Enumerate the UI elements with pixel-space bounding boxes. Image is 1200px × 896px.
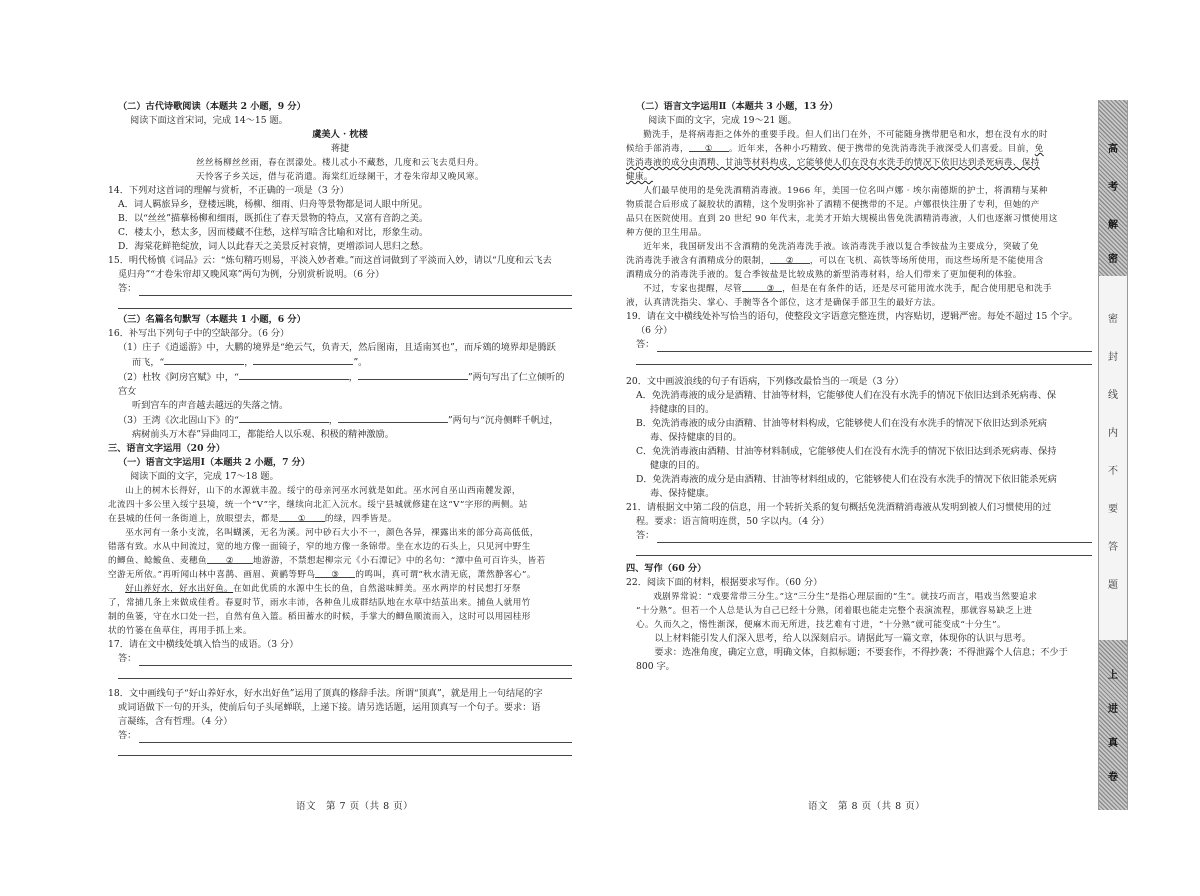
passage-line: 状的竹篓在鱼草住，再用手抓上来。 bbox=[108, 626, 252, 636]
poem-author: 蒋捷 bbox=[330, 143, 350, 154]
option-b-cont: 毒、保持健康的目的。 bbox=[650, 432, 742, 443]
sidebar-char: 高 bbox=[1108, 144, 1118, 155]
passage-line bbox=[626, 156, 1092, 170]
sidebar-char: 题 bbox=[1108, 580, 1118, 591]
passage-line: 好山养好水，好水出好鱼。在如此优质的水源中生长的鱼，自然滋味鲜美。巫水两岸的村民想打牙祭 bbox=[125, 584, 521, 594]
blank-3: ③ bbox=[315, 568, 355, 578]
passage-line: 不过，专家也提醒，尽管 ③ ，但是在有条件的话，还是尽可能用流水洗手，配合使用肥皂和洗手 bbox=[643, 284, 1052, 294]
part-heading: 三、语言文字运用（20 分） bbox=[108, 443, 226, 454]
sidebar-char: 封 bbox=[1108, 352, 1118, 363]
poem-line: 天怜客子乡关远，借与花消遣。海棠红近绿阑干，才卷朱帘却又晚风寒。 bbox=[196, 172, 484, 182]
question-14: 14．下列对这首词的理解与赏析，不正确的一项是（3 分） bbox=[108, 185, 349, 196]
option-a: A．免洗消毒液的成分是酒精、甘油等材料，它能够使人们在没有水洗手的情况下依旧达到杀死病毒、保 bbox=[636, 390, 1057, 401]
blank-input[interactable] bbox=[338, 413, 448, 423]
question-21-cont: 程。要求：语言简明连贯，50 字以内。（4 分） bbox=[636, 516, 830, 527]
binding-sidebar bbox=[1098, 100, 1128, 810]
question-18-cont: 言凝练，含有哲理。（4 分） bbox=[118, 716, 233, 727]
passage-line: 液，认真清洗指尖、掌心、手腕等各个部位，这才是确保手部卫生的最好方法。 bbox=[626, 298, 941, 308]
sidebar-char: 不 bbox=[1108, 466, 1118, 477]
q16-item-1-cont: 而飞，“ ， ”。 bbox=[132, 357, 368, 368]
sidebar-char: 解 bbox=[1108, 220, 1118, 231]
requirement-line: 以上材料能引发人们深入思考，给人以深刻启示。请据此写一篇文章，体现你的认识与思考。 bbox=[654, 633, 1032, 644]
question-20: 20．文中画波浪线的句子有语病，下列修改最恰当的一项是（3 分） bbox=[626, 376, 904, 387]
sidebar-char: 要 bbox=[1108, 504, 1118, 515]
question-18: 18．文中画线句子“好山养好水，好水出好鱼”运用了顶真的修辞手法。所谓“顶真”，就是用上一句结尾的字 bbox=[108, 688, 543, 699]
passage-line: 勤洗手，是将病毒拒之体外的重要手段。但人们出门在外，不可能随身携带肥皂和水，想在没有水的时 bbox=[643, 130, 1048, 140]
sidebar-char: 密 bbox=[1108, 254, 1118, 265]
passage-line: 候给手部消毒， ① 。近年来，各种小巧精致、便于携带的免洗消毒洗手液深受人们喜爱。目前，免 bbox=[626, 144, 1044, 154]
right-page bbox=[626, 100, 1092, 674]
sidebar-char: 卷 bbox=[1108, 772, 1118, 783]
option-a: A．词人羁旅异乡，登楼远眺，杨柳、细雨、归舟等景物都是词人眼中所见。 bbox=[118, 199, 428, 210]
instruction: 阅读下面这首宋词，完成 14～15 题。 bbox=[130, 115, 288, 126]
option-c: C．楼太小，愁太多，因而楼藏不住愁，这样写暗含比喻和对比，形象生动。 bbox=[118, 227, 429, 238]
answer-line[interactable] bbox=[636, 543, 1092, 556]
q16-item-3-cont: 病树前头万木春”异曲同工，都能给人以乐观、积极的精神激励。 bbox=[132, 429, 394, 440]
requirement-line: 要求：选准角度，确定立意，明确文体，自拟标题；不要套作，不得抄袭；不得泄露个人信息；不少于 bbox=[654, 647, 1068, 658]
passage-line: 了，常捕几条上来做成佳肴。春夏时节，雨水丰沛，各种鱼儿成群结队地在水草中结茧出来。捕鱼人就用竹 bbox=[108, 598, 531, 608]
blank-2: ② bbox=[207, 554, 253, 564]
sidebar-char: 考 bbox=[1108, 182, 1118, 193]
answer-line[interactable] bbox=[108, 729, 572, 743]
passage-line: 空游无所依。”再听闻山林中喜鹊、画眉、黄鹂等野鸟 ③ 的鸣叫，真可谓“秋水清无底，萧然静客心”。 bbox=[108, 570, 536, 580]
question-21: 21．请根据文中第二段的信息，用一个转折关系的复句概括免洗酒精消毒液从发明到被人们习惯使用的过 bbox=[626, 502, 1052, 513]
answer-line[interactable] bbox=[118, 743, 572, 756]
sidebar-char: 答 bbox=[1108, 542, 1118, 553]
question-15: 15．明代杨慎《词品》云：“炼句精巧则易，平淡入妙者难。”而这首词做到了平淡而入妙，请以“几度和云飞去 bbox=[108, 255, 552, 266]
answer-line[interactable] bbox=[636, 352, 1092, 365]
q16-item-2-cont: 听到宫车的声音越去越远的失落之情。 bbox=[132, 400, 289, 411]
question-15-cont: 觅归舟”“才卷朱帘却又晚风寒”两句为例，分别赏析说明。（6 分） bbox=[118, 269, 385, 280]
part-heading: 四、写作（60 分） bbox=[626, 563, 707, 574]
blank-3: ③ bbox=[742, 282, 782, 292]
sidebar-char: 真 bbox=[1108, 738, 1118, 749]
passage-line: 制的鱼篓，守在水口处一拦，自然有鱼入篮。稻田蓄水的时候，手掌大的鲫鱼顺流而入，这时可以用园桂形 bbox=[108, 612, 531, 622]
question-17: 17．请在文中横线处填入恰当的成语。（3 分） bbox=[108, 639, 299, 650]
option-c-cont: 健康的目的。 bbox=[650, 460, 706, 471]
answer-line[interactable] bbox=[118, 296, 572, 309]
answer-line[interactable] bbox=[108, 652, 572, 666]
blank-input[interactable] bbox=[239, 413, 329, 423]
answer-label: 答： bbox=[118, 283, 137, 294]
passage-line: 人们最早使用的是免洗酒精消毒液。1966 年，美国一位名叫卢娜 · 埃尔南德斯的护士，将酒精与某种 bbox=[643, 186, 1048, 196]
poem-title: 虞美人 · 枕楼 bbox=[312, 129, 368, 140]
answer-label: 答： bbox=[118, 730, 137, 741]
page-footer-left: 语文 第 7 页（共 8 页） bbox=[296, 801, 414, 812]
poem-line: 丝丝杨柳丝丝雨，春在溟濛处。楼儿忒小不藏愁，几度和云飞去觅归舟。 bbox=[196, 158, 484, 168]
section-heading-dictation: （三）名篇名句默写（本题共 1 小题，6 分） bbox=[118, 314, 306, 325]
option-b: B．以“丝丝”描摹杨柳和细雨，既抓住了春天景物的特点，又富有音韵之美。 bbox=[118, 213, 429, 224]
section-heading-language-2: （二）语言文字运用Ⅱ（本题共 3 小题，13 分） bbox=[636, 101, 838, 112]
blank-1: ① bbox=[689, 142, 729, 152]
answer-line[interactable] bbox=[626, 529, 1092, 543]
answer-line[interactable] bbox=[118, 666, 572, 679]
instruction: 阅读下面的文字，完成 17～18 题。 bbox=[130, 471, 279, 482]
question-19: 19．请在文中横线处补写恰当的语句，使整段文字语意完整连贯，内容贴切，逻辑严密。每处不超过 15 个字。 bbox=[626, 311, 1078, 322]
section-heading-poetry: （二）古代诗歌阅读（本题共 2 小题，9 分） bbox=[118, 101, 306, 112]
sidebar-char: 内 bbox=[1108, 428, 1118, 439]
option-d: D．免洗消毒液的成分是由酒精、甘油等材料组成的，它能够使人们在没有水洗手的情况下依旧能杀死病 bbox=[636, 474, 1057, 485]
underlined-sentence: 好山养好水，好水出好鱼。 bbox=[125, 584, 234, 594]
option-c: C．免洗消毒液由酒精、甘油等材料制成，它能够使人们在没有水洗手的情况下依旧达到杀死病毒、保持 bbox=[636, 446, 1057, 457]
passage-line: 洗消毒洗手液含有酒精成分的限制， ② ，可以在飞机、高铁等场所使用，而这些场所是不能使用含 bbox=[626, 256, 1044, 266]
passage-line: 近年来，我国研发出不含酒精的免洗消毒洗手液。该消毒洗手液以复合季铵盐为主要成分，突破了免 bbox=[643, 242, 1039, 252]
question-22: 22．阅读下面的材料，根据要求写作。（60 分） bbox=[626, 577, 823, 588]
wavy-sentence: 免 bbox=[1034, 144, 1044, 154]
passage-line: 物质混合后形成了凝胶状的酒精，这个发明弥补了酒精不便携带的不足。卢娜很快注册了专利，但她的产 bbox=[626, 200, 1040, 210]
option-d-cont: 毒、保持健康。 bbox=[650, 488, 715, 499]
blank-input[interactable] bbox=[253, 355, 353, 365]
passage-line bbox=[626, 170, 1092, 184]
sidebar-char: 密 bbox=[1108, 314, 1118, 325]
passage-line: 山上的树木长得好，山下的水源就丰盈。绥宁的母亲河巫水河就是如此。巫水河自巫山西南麓发源， bbox=[125, 486, 521, 496]
question-18-cont: 或词语做下一句的开头，使前后句子头尾蝉联，上递下接。请另选话题，运用顶真写一个句子。要求：语 bbox=[118, 702, 541, 713]
q16-item-3: （3）王湾《次北固山下》的“ ， ”两句与“沉舟侧畔千帆过， bbox=[118, 415, 559, 426]
answer-line[interactable] bbox=[108, 282, 572, 296]
blank-input[interactable] bbox=[358, 370, 468, 380]
passage-line: 的鲫鱼、鲶鲅鱼、麦穗鱼 ② 地游游，不禁想起柳宗元《小石潭记》中的名句：“潭中鱼可百许头，皆若 bbox=[108, 556, 546, 566]
section-heading-language-1: （一）语言文字运用Ⅰ（本题共 2 小题，7 分） bbox=[118, 457, 311, 468]
sidebar-char: 线 bbox=[1108, 390, 1118, 401]
passage-line: 巫水河有一条小支流，名叫蝴溪，无名为溪。河中砂石大小不一，颜色各异，裸露出来的部分高高低低， bbox=[125, 528, 539, 538]
blank-1: ① bbox=[279, 512, 325, 522]
sidebar-char: 上 bbox=[1108, 670, 1118, 681]
material-line: “十分熟”。但若一个人总是认为自己已经十分熟，闭着眼也能走完整个表演流程，那就容易缺乏上进 bbox=[636, 606, 1033, 616]
passage-line: 酒精成分的消毒洗手液的。复合季铵盐是比较成熟的新型消毒材料，给人们带来了更加便利的体验。 bbox=[626, 270, 1022, 280]
question-16: 16．补写出下列句子中的空缺部分。（6 分） bbox=[108, 328, 290, 339]
passage-line: 在县城的任何一条街道上，放眼望去，都是 ① 的绿，四季皆是。 bbox=[108, 514, 397, 524]
passage-line: 错落有致。水从中间流过，宽的地方像一面镜子，窄的地方像一条锦带。坐在水边的石头上，只见河中野生 bbox=[108, 542, 531, 552]
material-line: 心。久而久之，惰性渐深，便麻木而无所进，技艺难有寸进，“十分熟”就可能变成“十分生”。 bbox=[636, 620, 1006, 630]
page-footer-right: 语文 第 8 页（共 8 页） bbox=[808, 801, 926, 812]
wavy-sentence: 健康。 bbox=[626, 172, 653, 182]
answer-label: 答： bbox=[118, 653, 137, 664]
left-page bbox=[108, 100, 572, 756]
wavy-sentence: 洗消毒液的成分由酒精、甘油等材料构成，它能够使人们在没有水洗手的情况下依旧达到杀死病毒、保持 bbox=[626, 158, 1040, 168]
passage-line: 种方便的卫生用品。 bbox=[626, 228, 707, 238]
q16-item-2: （2）杜牧《阿房宫赋》中，“ ， ”两句写出了仁立倾听的宫女 bbox=[118, 372, 565, 397]
passage-line: 品只在医院使用。直到 20 世纪 90 年代末，北美才开始大规模出售免洗酒精消毒液，人们也逐渐习惯使用这 bbox=[626, 214, 1058, 224]
blank-2: ② bbox=[770, 254, 810, 264]
option-d: D．海棠花鲜艳绽放，词人以此春天之美景反衬哀情，更增添词人思归之愁。 bbox=[118, 241, 429, 252]
sidebar-char: 进 bbox=[1108, 704, 1118, 715]
answer-line[interactable] bbox=[626, 338, 1092, 352]
passage-line: 北流四十多公里入绥宁县境，统一个“V”字，继续向北汇入沅水。绥宁县城就修建在这“V”字形的两侧。站 bbox=[108, 500, 528, 510]
instruction: 阅读下面的文字，完成 19～21 题。 bbox=[648, 115, 797, 126]
answer-label: 答： bbox=[636, 530, 655, 541]
q16-item-1: （1）庄子《逍遥游》中，大鹏的境界是“绝云气，负青天，然后图南，且适南冥也”，而斥鴳的境界却是腾跃 bbox=[118, 342, 556, 353]
blank-input[interactable] bbox=[164, 355, 244, 365]
blank-input[interactable] bbox=[239, 370, 349, 380]
material-line: 戏剧界常说：“戏要常带三分生。”这“三分生”是指心理层面的“生”。就技巧而言，唱戏当然要追求 bbox=[653, 592, 1038, 602]
requirement-line: 800 字。 bbox=[636, 661, 675, 672]
option-a-cont: 持健康的目的。 bbox=[650, 404, 715, 415]
answer-label: 答： bbox=[636, 339, 655, 350]
question-19-cont: （6 分） bbox=[636, 325, 673, 336]
option-b: B．免洗消毒液的成分由酒精、甘油等材料构成，它能够使人们在没有水洗手的情况下依旧达到杀死病 bbox=[636, 418, 1047, 429]
